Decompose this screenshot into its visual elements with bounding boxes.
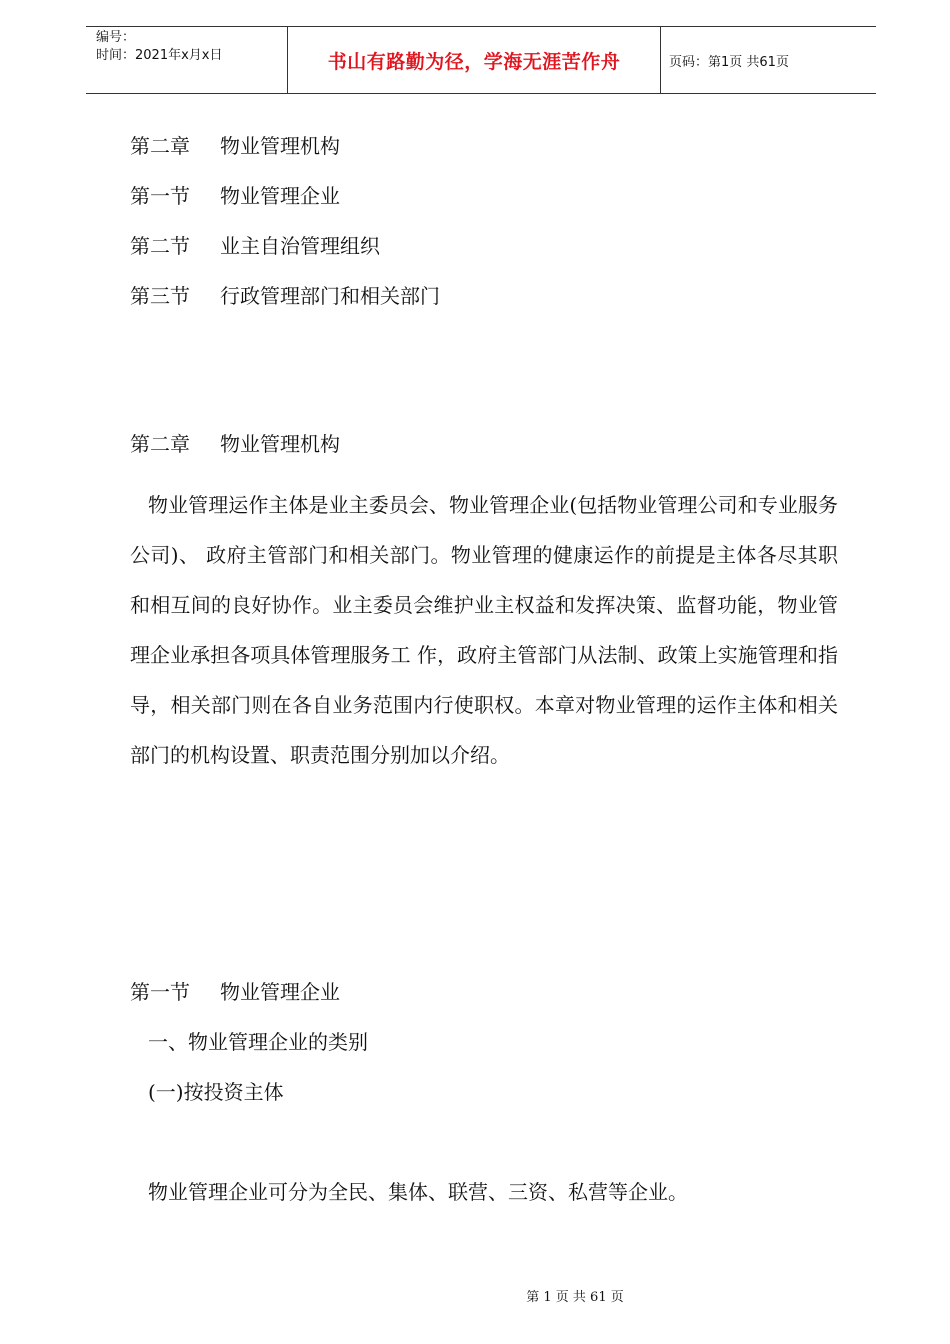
- toc-item: [130, 132, 840, 160]
- toc-item-title: 业主自治管理组织: [220, 234, 380, 258]
- header-page-number: 页码：第1页 共61页: [669, 54, 789, 70]
- toc-item: [130, 232, 840, 260]
- page-header: [86, 26, 876, 94]
- toc-item-title: 物业管理企业: [220, 184, 340, 208]
- section-heading: [130, 978, 840, 1006]
- toc-item-title: 行政管理部门和相关部门: [220, 284, 440, 308]
- subsection-heading: 一、物业管理企业的类别: [148, 1030, 368, 1054]
- chapter-heading: [130, 430, 840, 458]
- section-title: 物业管理企业: [220, 980, 340, 1004]
- toc-item: [130, 182, 840, 210]
- toc-item-label: 第三节: [130, 284, 190, 308]
- toc-item-label: 第一节: [130, 184, 190, 208]
- toc-item-label: 第二章: [130, 134, 190, 158]
- body-text: 物业管理企业可分为全民、集体、联营、三资、私营等企业。: [148, 1180, 688, 1204]
- toc-item-label: 第二节: [130, 234, 190, 258]
- section-label: 第一节: [130, 980, 190, 1004]
- header-motto: 书山有路勤为径，学海无涯苦作舟: [287, 27, 661, 93]
- chapter-label: 第二章: [130, 432, 190, 456]
- chapter-title: 物业管理机构: [220, 432, 340, 456]
- serial-number-label: 编号：: [96, 30, 136, 45]
- subsubsection-heading: (一)按投资主体: [148, 1080, 284, 1104]
- toc-item: [130, 282, 840, 310]
- header-meta: [86, 27, 286, 93]
- document-time: 时间：2021年x月x日: [96, 48, 223, 63]
- page-footer: 第 1 页 共 61 页: [526, 1290, 624, 1305]
- intro-paragraph: 物业管理运作主体是业主委员会、物业管理企业(包括物业管理公司和专业服务公司)、 政府主管部门和相关部门。物业管理的健康运作的前提是主体各尽其职和相互间的良好协作。业主委员会维护业主权益和发挥决策、监督功能，物业管理企业承担各项具体管理服务工 作，政府主管部门从法制、政策上实施管理和指导，相关部门则在各自业务范围内行使职权。本章对物业管理的运作主体和相关部门的机构设置、职责范围分别加以介绍。: [130, 493, 838, 767]
- toc-item-title: 物业管理机构: [220, 134, 340, 158]
